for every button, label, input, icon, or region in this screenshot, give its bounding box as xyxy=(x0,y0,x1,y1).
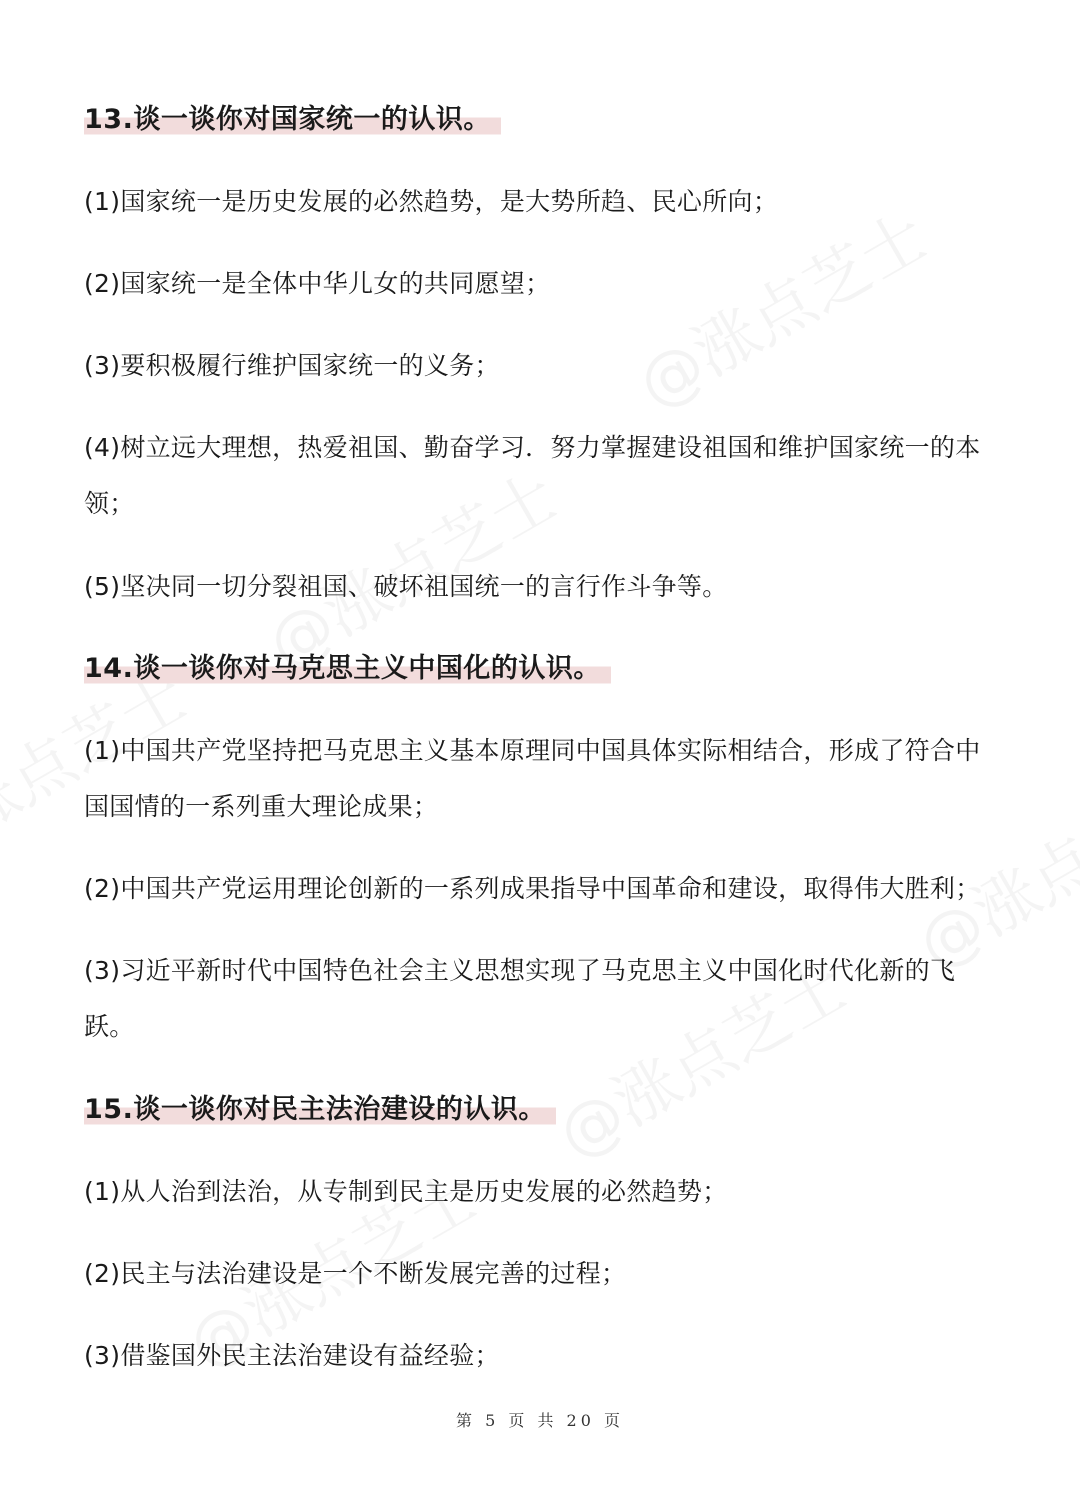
list-item: (2)中国共产党运用理论创新的一系列成果指导中国革命和建设，取得伟大胜利； xyxy=(84,874,981,903)
list-item: (2)国家统一是全体中华儿女的共同愿望； xyxy=(84,269,551,298)
list-item: (1)从人治到法治，从专制到民主是历史发展的必然趋势； xyxy=(84,1177,728,1206)
section-heading: 15.谈一谈你对民主法治建设的认识。 xyxy=(84,1093,556,1127)
section-heading: 13.谈一谈你对国家统一的认识。 xyxy=(84,103,501,137)
list-item: (3)习近平新时代中国特色社会主义思想实现了马克思主义中国化时代化新的飞跃。 xyxy=(84,956,956,1041)
list-item: (4)树立远大理想，热爱祖国、勤奋学习．努力掌握建设祖国和维护国家统一的本领； xyxy=(84,433,981,518)
list-item: (1)中国共产党坚持把马克思主义基本原理同中国具体实际相结合，形成了符合中国国情的一系列重大理论成果； xyxy=(84,736,981,821)
list-item: (3)借鉴国外民主法治建设有益经验； xyxy=(84,1341,500,1370)
list-item: (1)国家统一是历史发展的必然趋势，是大势所趋、民心所向； xyxy=(84,187,779,216)
list-item: (5)坚决同一切分裂祖国、破坏祖国统一的言行作斗争等。 xyxy=(84,572,728,601)
list-item: (3)要积极履行维护国家统一的义务； xyxy=(84,351,500,380)
page-number: 第 5 页 共 20 页 xyxy=(456,1411,624,1430)
list-item: (2)民主与法治建设是一个不断发展完善的过程； xyxy=(84,1259,627,1288)
section-heading: 14.谈一谈你对马克思主义中国化的认识。 xyxy=(84,652,611,686)
